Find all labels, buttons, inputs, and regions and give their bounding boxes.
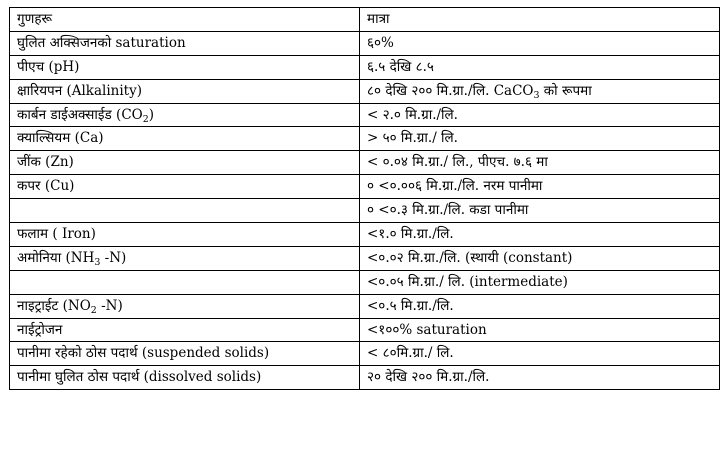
value-cell: ६.५ देखि ८.५ <box>360 55 720 79</box>
table-row <box>10 223 720 247</box>
parameter-cell: जींक (Zn) <box>10 151 360 175</box>
parameter-cell <box>10 270 360 294</box>
value-cell: <०.५ मि.ग्रा./लि. <box>360 294 720 318</box>
table-row <box>10 151 720 175</box>
table-row <box>10 366 720 390</box>
value-cell: > ५० मि.ग्रा./ लि. <box>360 127 720 151</box>
table-header-row <box>10 8 720 32</box>
value-cell: <०.०२ मि.ग्रा./लि. (स्थायी (constant) <box>360 246 720 270</box>
parameter-cell: क्षारियपन (Alkalinity) <box>10 79 360 103</box>
subscript: 2 <box>142 113 149 125</box>
parameter-cell <box>10 199 360 223</box>
table-row <box>10 127 720 151</box>
parameter-cell: घुलित अक्सिजनको saturation <box>10 31 360 55</box>
table-row <box>10 175 720 199</box>
table-row <box>10 294 720 318</box>
parameter-cell: क्याल्सियम (Ca) <box>10 127 360 151</box>
value-cell: <०.०५ मि.ग्रा./ लि. (intermediate) <box>360 270 720 294</box>
parameter-cell: नाइट्राईट ($NO_2$ -N) <box>10 294 360 318</box>
parameter-cell: नाईट्रोजन <box>10 318 360 342</box>
value-cell: < ८०मि.ग्रा./ लि. <box>360 342 720 366</box>
water-quality-table <box>9 7 720 390</box>
table-row <box>10 31 720 55</box>
value-cell: ६०% <box>360 31 720 55</box>
header-parameter: गुणहरू <box>10 8 360 32</box>
parameter-cell: पानीमा घुलित ठोस पदार्थ (dissolved solids) <box>10 366 360 390</box>
parameter-cell: पीएच (pH) <box>10 55 360 79</box>
subscript: 3 <box>94 256 101 268</box>
parameter-cell: पानीमा रहेको ठोस पदार्थ (suspended solids) <box>10 342 360 366</box>
table-row <box>10 79 720 103</box>
header-value: मात्रा <box>360 8 720 32</box>
parameter-cell: फलाम ( Iron) <box>10 223 360 247</box>
value-cell: < ०.०४ मि.ग्रा./ लि., पीएच. ७.६ मा <box>360 151 720 175</box>
table-row <box>10 246 720 270</box>
table-row <box>10 318 720 342</box>
parameter-cell: कपर (Cu) <box>10 175 360 199</box>
parameter-cell: अमोनिया ($NH_3$ -N) <box>10 246 360 270</box>
value-cell: <१.० मि.ग्रा./लि. <box>360 223 720 247</box>
subscript: 2 <box>90 304 97 316</box>
value-cell: < २.० मि.ग्रा./लि. <box>360 103 720 127</box>
value-cell: <१००% saturation <box>360 318 720 342</box>
value-cell: २० देखि २०० मि.ग्रा./लि. <box>360 366 720 390</box>
subscript: 3 <box>533 89 540 101</box>
parameter-cell: कार्बन डाईअक्साईड $(CO_2)$ <box>10 103 360 127</box>
value-cell: ८० देखि २०० मि.ग्रा./लि. CaCO$_3$ को रूपमा <box>360 79 720 103</box>
table-row <box>10 270 720 294</box>
value-cell: ० <०.३ मि.ग्रा./लि. कडा पानीमा <box>360 199 720 223</box>
value-cell: ० <०.००६ मि.ग्रा./लि. नरम पानीमा <box>360 175 720 199</box>
table-row <box>10 199 720 223</box>
table-row <box>10 342 720 366</box>
table-row <box>10 103 720 127</box>
table-row <box>10 55 720 79</box>
